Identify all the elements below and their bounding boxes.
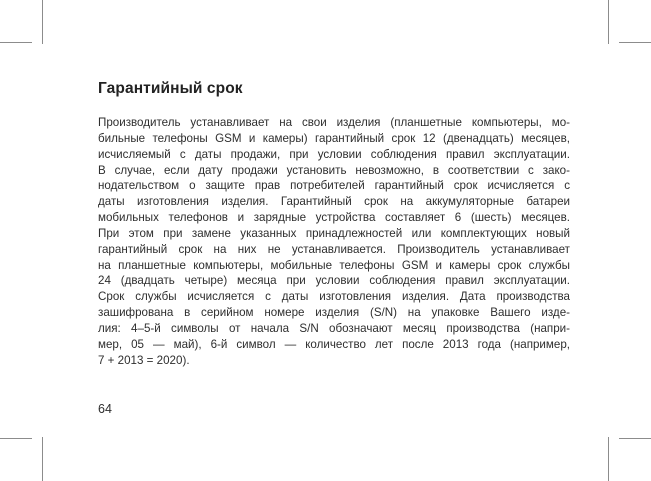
crop-mark-right-bottom [619, 438, 651, 439]
paragraph-line: 7 + 2013 = 2020). [98, 353, 190, 367]
paragraph-line: даты изготовления изделия. Гарантийный срок на аккумуляторные батареи [98, 195, 570, 209]
paragraph-line: гарантийный срок на них не устанавливается. Производитель устанавливает [98, 242, 570, 256]
paragraph-line: При этом при замене указанных принадлежностей или комплектующих новый [98, 226, 570, 240]
paragraph-line: на планшетные компьютеры, мобильные телефоны GSM и камеры срок службы [98, 258, 570, 272]
warranty-paragraph [98, 115, 570, 369]
paragraph-line: Срок службы исчисляется с даты изготовления изделия. Дата производства [98, 290, 570, 304]
crop-mark-bottom-right [608, 437, 609, 481]
crop-mark-bottom-left [42, 437, 43, 481]
paragraph-line: В случае, если дату продажи установить невозможно, в соответствии с зако- [98, 163, 570, 177]
paragraph-line: мер, 05 — май), 6-й символ — количество лет после 2013 года (например, [98, 337, 570, 351]
crop-mark-top-left [42, 0, 43, 44]
paragraph-line: бильные телефоны GSM и камеры) гарантийный срок 12 (двенадцать) месяцев, [98, 131, 570, 145]
paragraph-line: нодательством о защите прав потребителей гарантийный срок исчисляется с [98, 179, 570, 193]
crop-mark-left-top [0, 42, 32, 43]
crop-mark-left-bottom [0, 438, 32, 439]
paragraph-line: лия: 4–5-й символы от начала S/N обозначают месяц производства (напри- [98, 321, 570, 335]
crop-mark-top-right [608, 0, 609, 44]
paragraph-line: Производитель устанавливает на свои изделия (планшетные компьютеры, мо- [98, 116, 570, 129]
crop-mark-right-top [619, 42, 651, 43]
paragraph-line: исчисляемый с даты продажи, при условии соблюдения правил эксплуатации. [98, 147, 570, 161]
paragraph-line: зашифрована в серийном номере изделия (S/N) на упаковке Вашего изде- [98, 306, 570, 320]
paragraph-line: мобильных телефонов и зарядные устройства составляет 6 (шесть) месяцев. [98, 211, 570, 225]
paragraph-line: 24 (двадцать четыре) месяца при условии соблюдения правил эксплуатации. [98, 274, 570, 288]
page-content [98, 78, 570, 367]
page-number: 64 [98, 402, 112, 416]
section-title: Гарантийный срок [98, 80, 243, 97]
